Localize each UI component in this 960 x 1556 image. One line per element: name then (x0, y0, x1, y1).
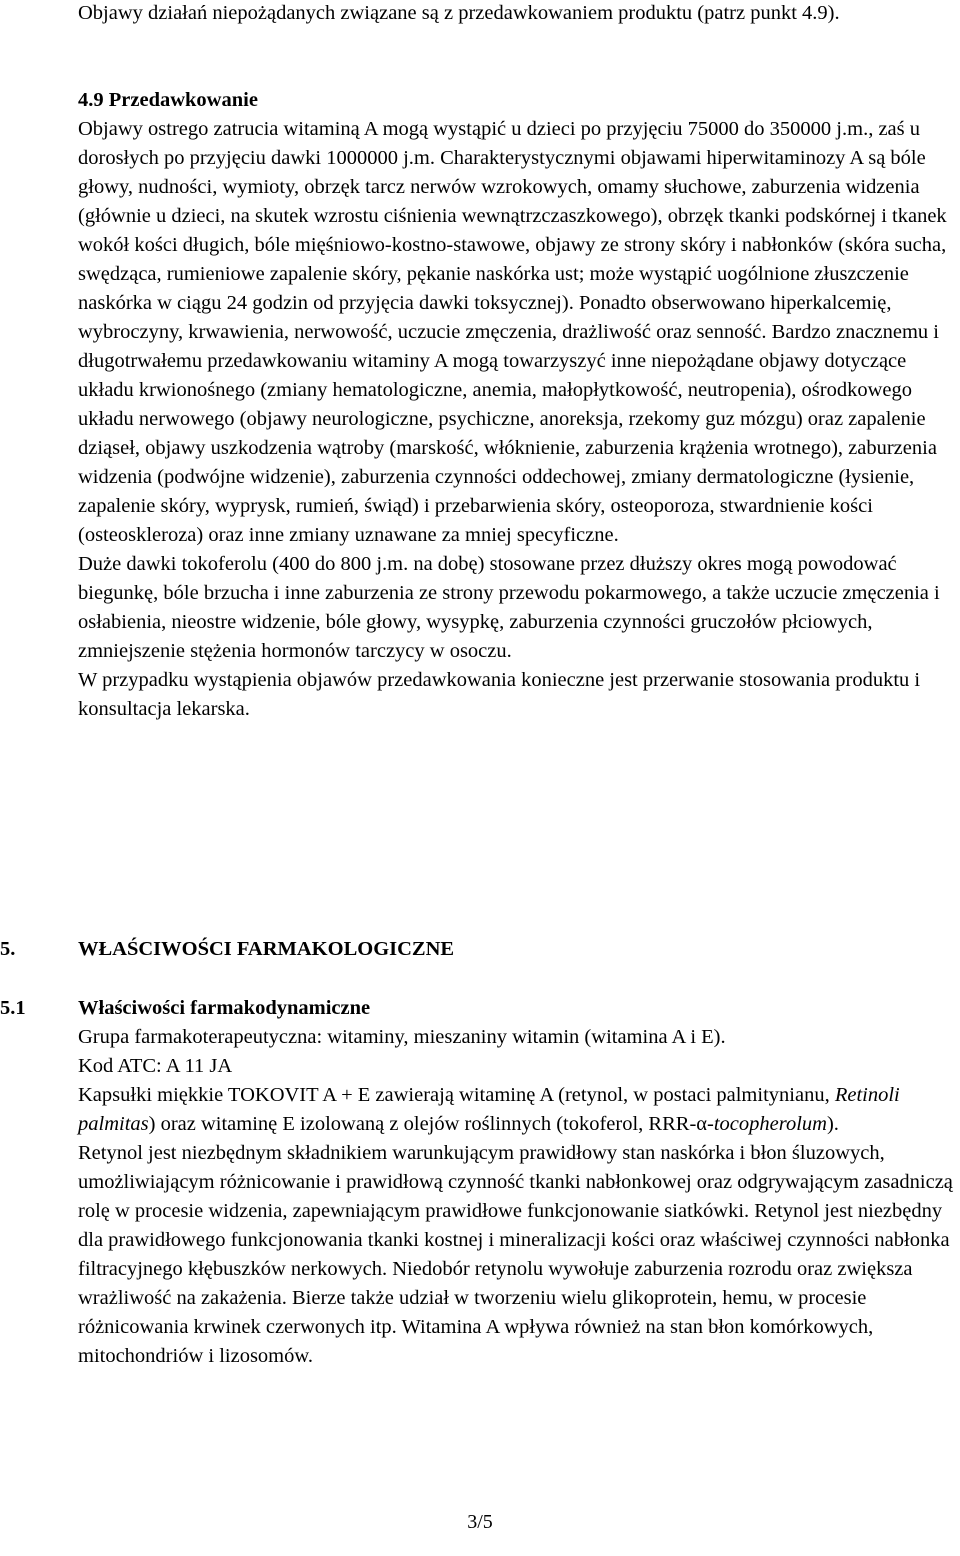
section-4-9-heading: 4.9 Przedawkowanie (78, 89, 258, 111)
section-4-9-paragraph-1 (78, 115, 958, 550)
section-5-1-title: Właściwości farmakodynamiczne (78, 997, 371, 1019)
retinol-paragraph: Retynol jest niezbędnym składnikiem warunkującym prawidłowy stan naskórka i błon śluzowych, umożliwiającym różnicowanie i prawidłową czynność tkanki nabłonkowej oraz odgrywającym zasadniczą rolę w procesie widzenia, zapewniającym prawidłowe funkcjonowanie siatkówki. Retynol jest niezbędny dla prawidłowego funkcjonowania tkanki kostnej i mineralizacji kości oraz właściwej czynności nabłonka filtracyjnego kłębuszków nerkowych. Niedobór retynolu wywołuje zaburzenia rozrodu oraz zwiększa wrażliwość na zakażenia. Bierze także udział w tworzeniu wielu glikoprotein, hemu, w procesie różnicowania krwinek czerwonych itp. Witamina A wpływa również na stan błon komórkowych, mitochondriów i lizosomów. (78, 1142, 953, 1367)
chronic-overdose-text: Bardzo znacznemu i długotrwałemu przedawkowaniu witaminy A mogą towarzyszyć inne niepożądane objawy dotyczące układu krwionośnego (zmiany hematologiczne, anemia, małopłytkowość, neutropenia), ośrodkowego układu nerwowego (objawy neurologiczne, psychiczne, anoreksja, rzekomy guz mózgu) oraz zapalenie dziąseł, objawy uszkodzenia wątroby (marskość, włóknienie, zaburzenia krążenia wrotnego), zaburzenia widzenia (podwójne widzenie), zaburzenia czynności oddechowej, zmiany dermatologiczne (łysienie, zapalenie skóry, wyprysk, rumień, świąd) i przebarwienia skóry, osteoporoza, stwardnienie kości (osteoskleroza) oraz inne zmiany uznawane za mniej specyficzne. (78, 321, 940, 546)
section-5-1-body (78, 1023, 958, 1371)
section-5-1-number: 5.1 (0, 997, 26, 1019)
symptoms-text: Charakterystycznymi objawami hiperwitaminozy A są bóle głowy, nudności, wymioty, obrzęk tarcz nerwów wzrokowych, omamy słuchowe, zaburzenia widzenia (głównie u dzieci, na skutek wzrostu ciśnienia wewnątrzczaszkowego), obrzęk tkanki podskórnej i tkanek wokół kości długich, bóle mięśniowo-kostno-stawowe, objawy ze strony skóry i nabłonków (skóra sucha, swędząca, rumieniowe zapalenie skóry, pękanie naskórka ust; może wystąpić uogólnione złuszczenie naskórka w ciągu 24 godzin od przyjęcia dawki toksycznej). (78, 147, 947, 314)
atc-code: Kod ATC: A 11 JA (78, 1055, 233, 1077)
additional-observations-text: Ponadto obserwowano hiperkalcemię, wybroczyny, krwawienia, nerwowość, uczucie zmęczenia, drażliwość oraz senność. (78, 292, 892, 343)
section-5-number: 5. (0, 938, 16, 960)
pharmacotherapeutic-group: Grupa farmakoterapeutyczna: witaminy, mieszaniny witamin (witamina A i E). (78, 1026, 726, 1048)
section-4-9-paragraph-2: Duże dawki tokoferolu (400 do 800 j.m. na dobę) stosowane przez dłuższy okres mogą powodować biegunkę, bóle brzucha i inne zaburzenia ze strony przewodu pokarmowego, a także uczucie zmęczenia i osłabienia, nieostre widzenie, bóle głowy, wysypkę, zaburzenia czynności gruczołów płciowych, zmniejszenie stężenia hormonów tarczycy w osoczu. (78, 553, 940, 662)
section-5-heading (0, 935, 940, 964)
capsules-text-b: ) oraz witaminę E izolowaną z olejów roślinnych (tokoferol, RRR-α- (148, 1113, 714, 1135)
overdose-intro-text: Objawy działań niepożądanych związane są z przedawkowaniem produktu (patrz punkt 4.9). (78, 2, 840, 24)
capsules-composition (78, 1081, 958, 1139)
tocopherolum-term: tocopherolum (713, 1113, 827, 1135)
section-4-9-paragraph-3: W przypadku wystąpienia objawów przedawkowania konieczne jest przerwanie stosowania produktu i konsultacja lekarska. (78, 669, 921, 720)
capsules-text-a: Kapsułki miękkie TOKOVIT A + E zawierają witaminę A (retynol, w postaci palmitynianu, (78, 1084, 835, 1106)
capsules-text-c: ). (826, 1113, 839, 1135)
acute-poisoning-text: Objawy ostrego zatrucia witaminą A mogą wystąpić u dzieci po przyjęciu 75000 do 350000 j.m., zaś u dorosłych po przyjęciu dawki 1000000 j.m. (78, 118, 921, 169)
section-5-1-heading (0, 994, 940, 1023)
section-5-title: WŁAŚCIWOŚCI FARMAKOLOGICZNE (78, 938, 455, 960)
page-number: 3/5 (467, 1511, 493, 1533)
section-4-9 (78, 86, 958, 724)
retinoli-palmitas-term: Retinoli palmitas (78, 1084, 900, 1135)
